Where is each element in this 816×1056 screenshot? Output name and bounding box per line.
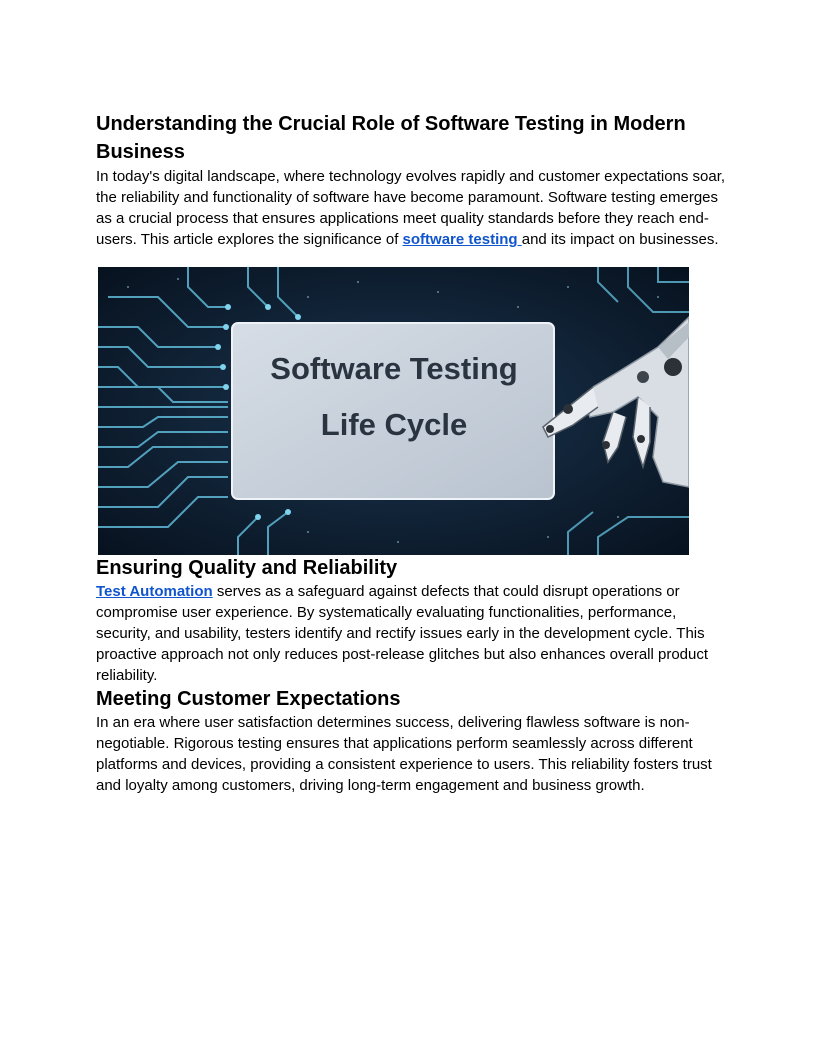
intro-text-after: and its impact on businesses. bbox=[521, 231, 719, 248]
intro-paragraph bbox=[96, 166, 726, 250]
quality-paragraph bbox=[96, 581, 726, 686]
section-heading-customer: Meeting Customer Expectations bbox=[96, 688, 401, 710]
section-heading-quality: Ensuring Quality and Reliability bbox=[96, 557, 398, 579]
software-testing-link[interactable]: software testing bbox=[402, 231, 522, 248]
intro-text: In today's digital landscape, where technology evolves rapidly and customer expectations soar, the reliability and functionality of software have become paramount. Software testing emerges as a crucial process that ensures applications meet quality standards before they reach end-users. This article explores the significance of bbox=[96, 168, 726, 248]
quality-text: serves as a safeguard against defects that could disrupt operations or compromise user experience. By systematically evaluating functionalities, performance, security, and usability, testers identify and rectify issues early in the development cycle. This proactive approach not only reduces post-release glitches but also enhances overall product reliability. bbox=[96, 583, 709, 684]
test-automation-link[interactable]: Test Automation bbox=[96, 583, 213, 600]
figure-title-line2: Life Cycle bbox=[320, 407, 468, 442]
article-title: Understanding the Crucial Role of Software Testing in Modern Business bbox=[96, 113, 686, 163]
figure-title-line1: Software Testing bbox=[270, 351, 518, 386]
software-testing-life-cycle-image bbox=[98, 267, 689, 555]
document-page bbox=[96, 110, 726, 796]
customer-paragraph: In an era where user satisfaction determines success, delivering flawless software is non-negotiable. Rigorous testing ensures that applications perform seamlessly across different platforms and devices, providing a consistent experience to users. This reliability fosters trust and loyalty among customers, driving long-term engagement and business growth. bbox=[96, 714, 712, 794]
